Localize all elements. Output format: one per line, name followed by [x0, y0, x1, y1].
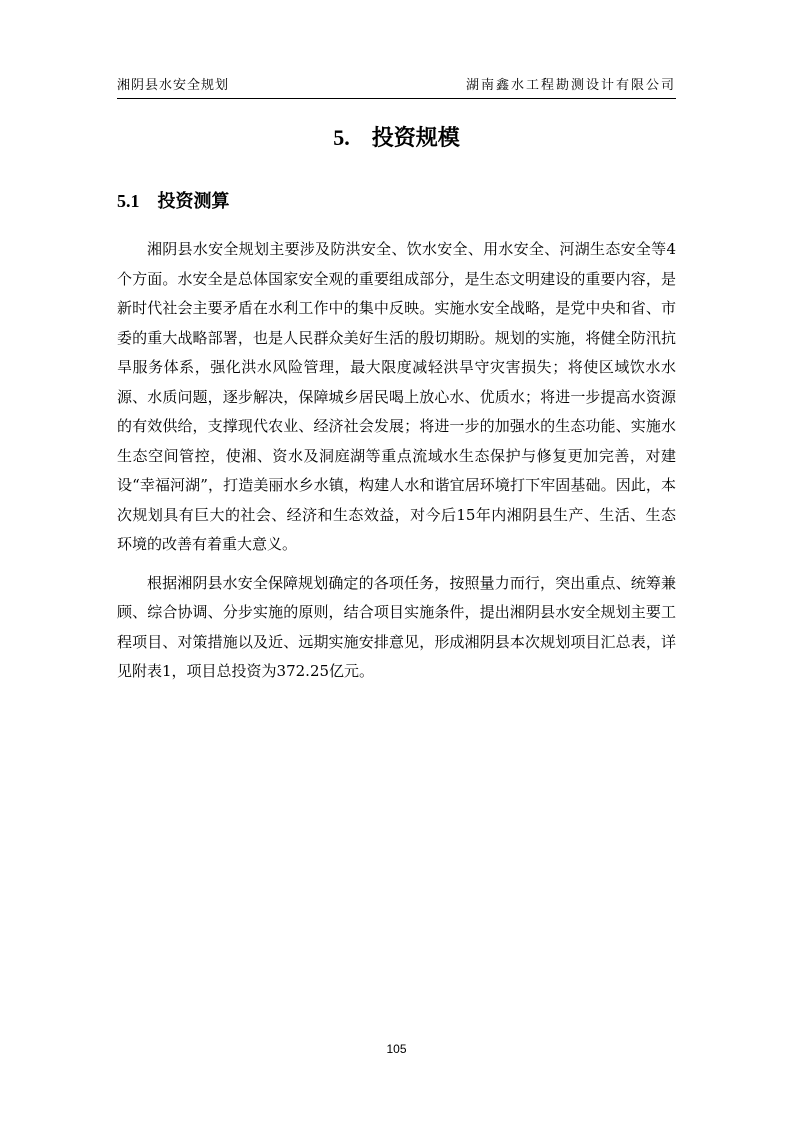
section-title-text: 投资测算 — [157, 191, 230, 212]
body-text — [117, 235, 676, 687]
page-number: 105 — [386, 1042, 407, 1056]
paragraph: 根据湘阴县水安全保障规划确定的各项任务，按照量力而行，突出重点、统筹兼顾、综合协调、分步实施的原则，结合项目实施条件，提出湘阴县水安全规划主要工程项目、对策措施以及近、远期实施安排意见，形成湘阴县本次规划项目汇总表，详见附表1，项目总投资为372.25亿元。 — [117, 573, 676, 680]
chapter-title-text: 投资规模 — [371, 126, 460, 151]
chapter-number: 5. — [333, 125, 350, 150]
section-number: 5.1 — [117, 191, 140, 211]
paragraph: 湘阴县水安全规划主要涉及防洪安全、饮水安全、用水安全、河湖生态安全等4个方面。水安全是总体国家安全观的重要组成部分，是生态文明建设的重要内容，是新时代社会主要矛盾在水利工作中的集中反映。实施水安全战略，是党中央和省、市委的重大战略部署，也是人民群众美好生活的殷切期盼。规划的实施，将健全防汛抗旱服务体系，强化洪水风险管理，最大限度减轻洪旱守灾害损失；将使区域饮水水源、水质问题，逐步解决，保障城乡居民喝上放心水、优质水；将进一步提高水资源的有效供给，支撑现代农业、经济社会发展；将进一步的加强水的生态功能、实施水生态空间管控，使湘、资水及洞庭湖等重点流域水生态保护与修复更加完善，对建设“幸福河湖”，打造美丽水乡水镇，构建人水和谐宜居环境打下牢固基础。因此，本次规划具有巨大的社会、经济和生态效益，对今后15年内湘阴县生产、生活、生态环境的改善有着重大意义。 — [117, 240, 676, 553]
header-company-name: 湖南鑫水工程勘测设计有限公司 — [465, 78, 676, 93]
header-document-title: 湘阴县水安全规划 — [117, 78, 230, 93]
page-header — [117, 74, 676, 99]
chapter-title — [117, 123, 676, 154]
section-heading — [117, 188, 230, 215]
